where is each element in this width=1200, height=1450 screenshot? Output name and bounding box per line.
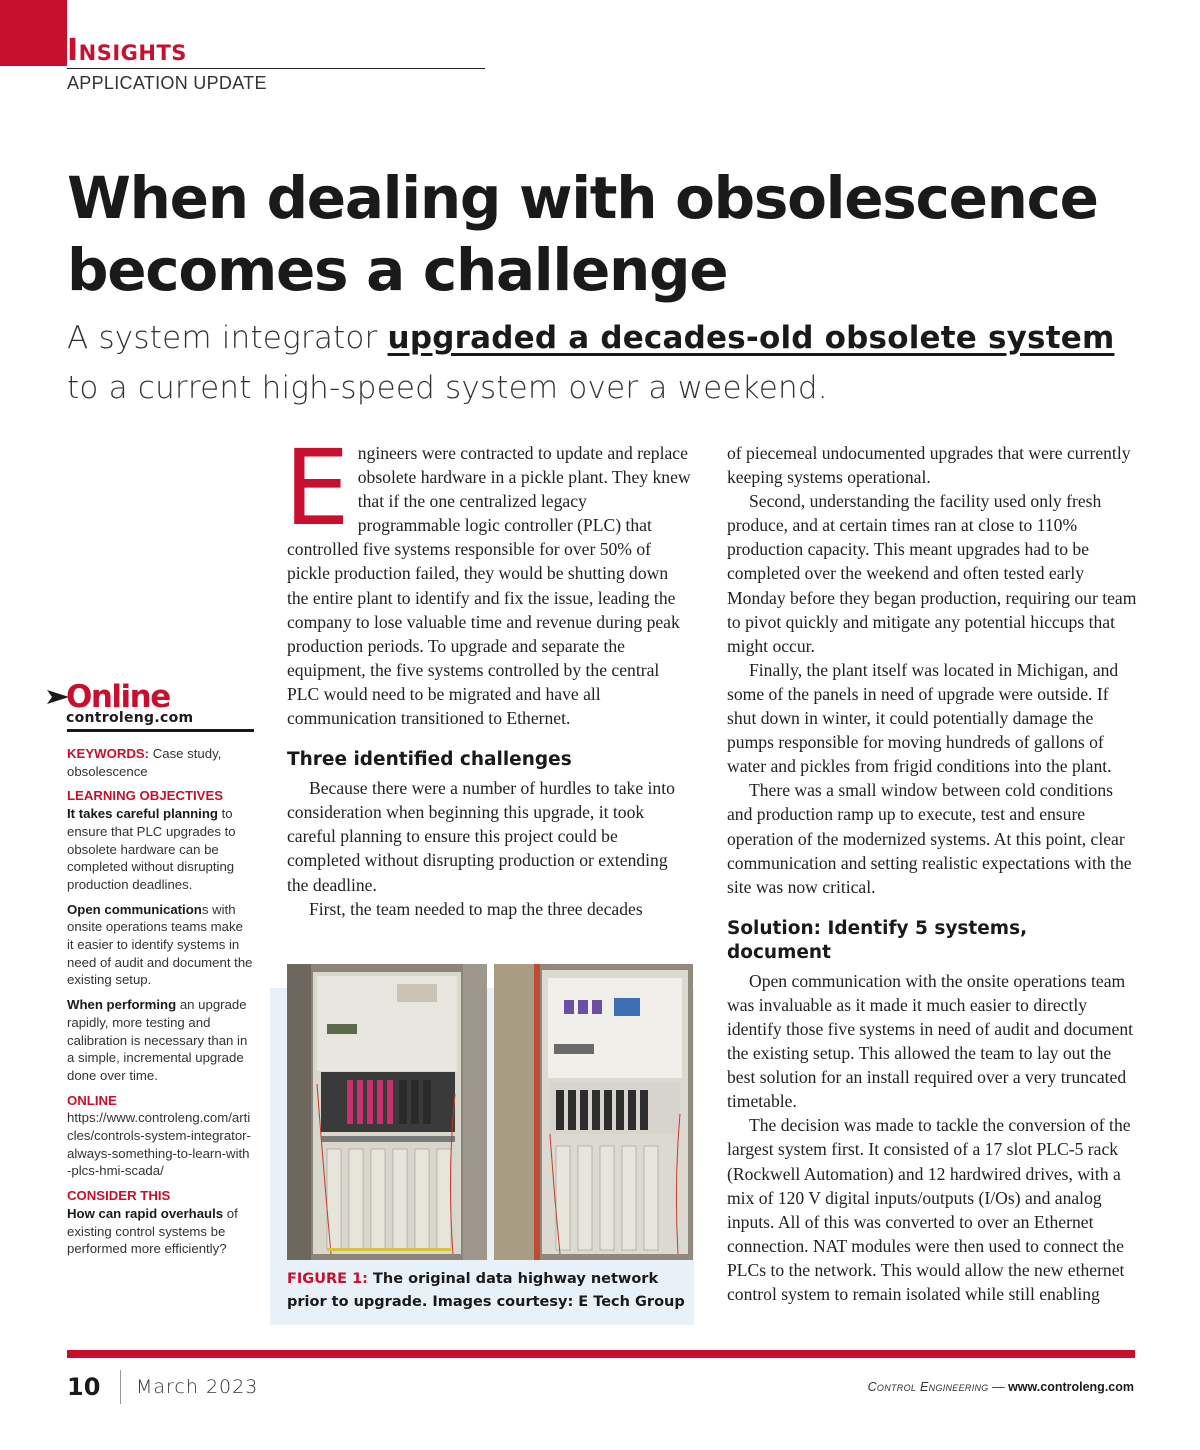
cabinet-photo-right [494, 964, 693, 1260]
body-paragraph: There was a small window between cold conditions and production ramp up to execute, test and ensure operation of the modernized systems. At this point, clear communication and setting realistic expectations with the site was now critical. [727, 780, 1132, 897]
publication-name: Control Engineering [867, 1380, 989, 1394]
learning-objectives-heading: LEARNING OBJECTIVES [67, 788, 224, 804]
objective-item: It takes careful planning to ensure that PLC upgrades to obsolete hardware can be completed without disrupting production deadlines. [67, 806, 236, 892]
footer-publication: Control Engineering — www.controleng.com [867, 1380, 1134, 1394]
body-paragraph: Open communication with the onsite operations team was invaluable as it made it much easier to directly identify those five systems in need of audit and document the existing setup. This allowed the team to lay out the best solution for an install required over a very truncated timetable. [727, 970, 1134, 1112]
figure-caption: FIGURE 1: The original data highway network prior to upgrade. Images courtesy: E Tech Group [287, 1271, 685, 1310]
consider-this-heading: CONSIDER THIS [67, 1188, 171, 1204]
cabinet-photo-left [287, 964, 487, 1260]
footer-rule [67, 1350, 1135, 1358]
subhead-challenges: Three identified challenges [287, 749, 572, 771]
objective-item: When performing an upgrade rapidly, more testing and calibration is necessary than in a simple, incremental upgrade done over time. [67, 997, 248, 1083]
online-logo-word: Online [66, 679, 170, 715]
keywords-text: Case study, obsolescence [67, 746, 222, 779]
footer-divider [120, 1370, 121, 1404]
consider-this-text: How can rapid overhauls of existing control systems be performed more efficiently? [67, 1205, 238, 1257]
figure-label: FIGURE 1: [287, 1271, 368, 1287]
section-rule [67, 68, 485, 69]
body-paragraph: Because there were a number of hurdles to take into consideration when beginning this upgrade, it took careful planning to ensure this project could be completed without disrupting production or extending the deadline. [287, 778, 675, 895]
body-paragraph-continued: of piecemeal undocumented upgrades that were currently keeping systems operational. [727, 443, 1131, 488]
online-article-link[interactable]: https://www.controleng.com/articles/controls-system-integrator-always-something-to-learn-with-plcs-hmi-scada/ [67, 1110, 251, 1179]
issue-date: March 2023 [136, 1376, 259, 1398]
page-number: 10 [67, 1373, 101, 1401]
article-headline: When dealing with obsolescence becomes a challenge [67, 164, 1098, 304]
body-paragraph: First, the team needed to map the three decades [309, 898, 643, 919]
body-paragraph: Finally, the plant itself was located in Michigan, and some of the panels in need of upgrade were outside. If shut down in winter, it could potentially damage the pumps responsible for moving hundreds of gallons of water and pickles from frigid conditions into the plant. [727, 659, 1119, 777]
subhead-solution: Solution: Identify 5 systems, document [727, 917, 1028, 963]
site-link[interactable]: www.controleng.com [1008, 1380, 1134, 1394]
body-paragraph: Second, understanding the facility used only fresh produce, and at certain times ran at close to 110% production capacity. This meant upgrades had to be completed over the weekend and often tested early Monday before they began production, requiring our team to pivot quickly and mitigate any potential hiccups that might occur. [727, 491, 1137, 656]
objective-item: Open communications with onsite operations teams make it easier to identify systems in need of audit and document the existing setup. [67, 901, 253, 988]
red-corner-block [0, 0, 67, 66]
sidebar-rule [67, 729, 254, 732]
section-title: Insights [67, 33, 187, 68]
body-column-2 [727, 441, 1137, 1306]
intro-paragraph: Engineers were contracted to update and replace obsolete hardware in a pickle plant. They knew that if the one centralized legacy programmable logic controller (PLC) that controlled five systems responsible for over 50% of pickle production failed, they would be shutting down the entire plant to identify and fix the issue, leading the company to lose valuable time and revenue during peak production periods. To upgrade and separate the equipment, the five systems controlled by the central PLC would need to be migrated and have all communication transitioned to Ethernet. [284, 427, 691, 729]
drop-cap: E [284, 427, 350, 549]
keywords [67, 745, 253, 780]
keywords-label: KEYWORDS: [67, 746, 150, 761]
section-subtitle: APPLICATION UPDATE [67, 73, 267, 93]
body-paragraph: The decision was made to tackle the conversion of the largest system first. It consisted of a 17 slot PLC-5 rack (Rockwell Automation) and 12 hardwired drives, with a mix of 120 V digital inputs/outputs (I/Os) and analog inputs. All of this was converted to over an Ethernet connection. NAT modules were then used to connect the PLCs to the network. This would allow the new ethernet control system to remain isolated while still enabling [727, 1115, 1131, 1304]
body-column-1 [284, 427, 693, 921]
article-deck [67, 313, 1147, 413]
online-logo-url: controleng.com [66, 710, 194, 726]
deck-lead: A system integrator [67, 320, 388, 356]
deck-tail: to a current high-speed system over a weekend. [67, 370, 828, 406]
online-heading: ONLINE [67, 1092, 117, 1108]
sidebar [67, 745, 253, 1265]
deck-link[interactable]: upgraded a decades-old obsolete system [387, 320, 1115, 356]
